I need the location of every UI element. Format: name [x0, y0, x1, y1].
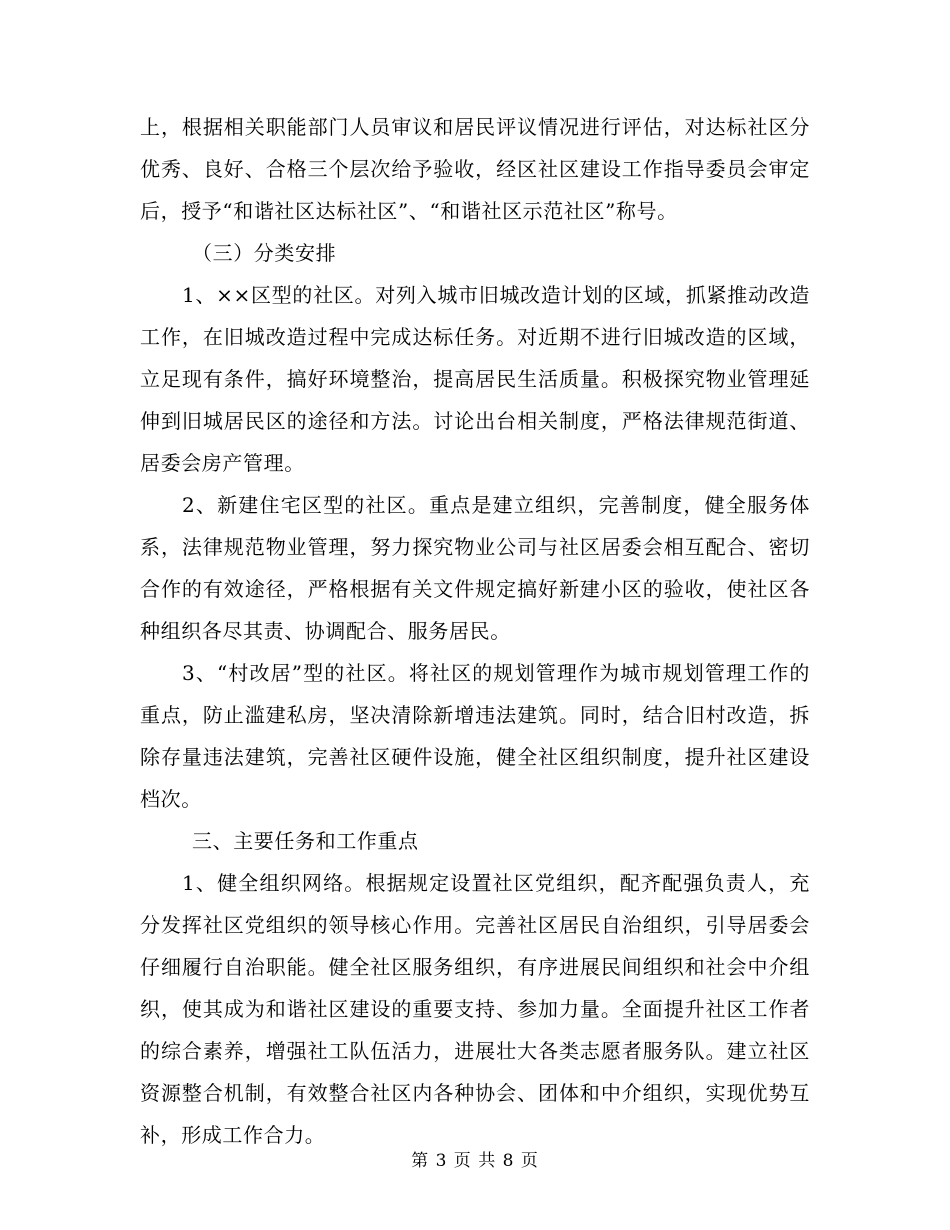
- paragraph-new-residential: 2、新建住宅区型的社区。重点是建立组织，完善制度，健全服务体系，法律规范物业管理，努力探究物业公司与社区居委会相互配合、密切合作的有效途径，严格根据有关文件规定搞好新建小区的验收，使社区各种组织各尽其责、协调配合、服务居民。: [140, 493, 810, 643]
- continuation-paragraph: 上，根据相关职能部门人员审议和居民评议情况进行评估，对达标社区分优秀、良好、合格三个层次给予验收，经区社区建设工作指导委员会审定后，授予“和谐社区达标社区”、“和谐社区示范社区”称号。: [140, 115, 810, 223]
- section-heading-classification: （三）分类安排: [192, 241, 337, 265]
- page-footer: 第 3 页 共 8 页: [411, 1151, 539, 1171]
- paragraph-village-to-residence: 3、“村改居”型的社区。将社区的规划管理作为城市规划管理工作的重点，防止滥建私房，坚决清除新增违法建筑。同时，结合旧村改造，拆除存量违法建筑，完善社区硬件设施，健全社区组织制度，提升社区建设档次。: [140, 661, 810, 811]
- document-body: [140, 106, 810, 1156]
- paragraph-organization-network: 1、健全组织网络。根据规定设置社区党组织，配齐配强负责人，充分发挥社区党组织的领导核心作用。完善社区居民自治组织，引导居委会仔细履行自治职能。健全社区服务组织，有序进展民间组织和社会中介组织，使其成为和谐社区建设的重要支持、参加力量。全面提升社区工作者的综合素养，增强社工队伍活力，进展壮大各类志愿者服务队。建立社区资源整合机制，有效整合社区内各种协会、团体和中介组织，实现优势互补，形成工作合力。: [140, 871, 810, 1147]
- section-heading-main-tasks: 三、主要任务和工作重点: [192, 829, 419, 853]
- paragraph-old-district: 1、××区型的社区。对列入城市旧城改造计划的区域，抓紧推动改造工作，在旧城改造过程中完成达标任务。对近期不进行旧城改造的区域，立足现有条件，搞好环境整治，提高居民生活质量。积极探究物业管理延伸到旧城居民区的途径和方法。讨论出台相关制度，严格法律规范街道、居委会房产管理。: [140, 283, 810, 475]
